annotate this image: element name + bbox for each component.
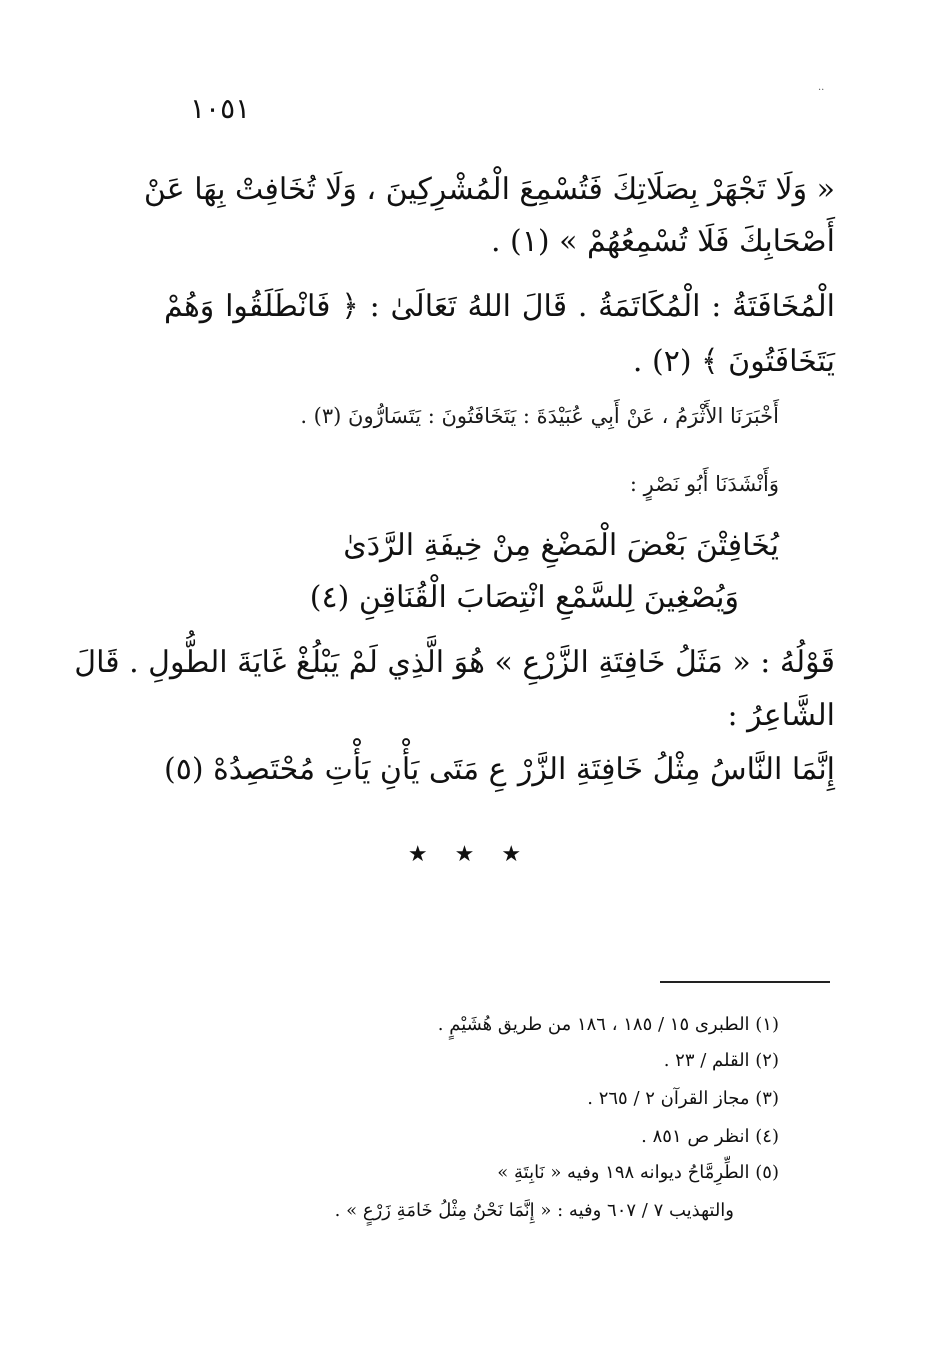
recitation-line: وَأَنْشَدَنَا أَبُو نَصْرٍ : <box>629 472 779 496</box>
corner-mark: .. <box>818 82 825 93</box>
verse-line-2: وَيُصْغِينَ لِلسَّمْعِ انْتِصَابَ الْقُنَاقِنِ (٤) <box>309 580 739 615</box>
footnote-5: (٥) الطِّرِمَّاحُ ديوانه ١٩٨ وفيه « نَابِتَةِ » <box>497 1162 779 1183</box>
text-line-6: الشَّاعِرُ : <box>727 698 835 733</box>
footnote-divider <box>660 981 830 983</box>
poem-hemistich-2: عِ مَتَى يَأْنِ يَأْتِ مُحْتَصِدُهْ (٥) <box>164 752 507 787</box>
footnote-5-continued: والتهذيب ٧ / ٦٠٧ وفيه : « إِنَّمَا نَحْنُ مِثْلُ خَامَةِ زَرْعٍ » . <box>334 1200 734 1221</box>
verse-line-1: يُخَافِتْنَ بَعْضَ الْمَضْغِ مِنْ خِيفَةِ الرَّدَىٰ <box>343 528 779 563</box>
text-line-1: « وَلَا تَجْهَرْ بِصَلَاتِكَ فَتُسْمِعَ الْمُشْرِكِينَ ، وَلَا تُخَافِتْ بِهَا عَنْ <box>143 172 835 207</box>
footnote-2: (٢) القلم / ٢٣ . <box>663 1050 779 1071</box>
section-separator: ★ ★ ★ <box>407 842 532 867</box>
text-line-4: يَتَخَافَتُونَ ﴾ (٢) . <box>632 344 835 379</box>
narration-line: أَخْبَرَنَا الأَثْرَمُ ، عَنْ أَبِي عُبَيْدَةَ : يَتَخَافَتُونَ : يَتَسَارُّونَ (٣) . <box>300 404 779 428</box>
footnote-3: (٣) مجاز القرآن ٢ / ٢٦٥ . <box>587 1088 779 1109</box>
text-line-5: قَوْلُهُ : « مَثَلُ خَافِتَةِ الزَّرْعِ » هُوَ الَّذِي لَمْ يَبْلُغْ غَايَةَ الطُّولِ . قَالَ <box>74 645 835 680</box>
page-number: ١٠٥١ <box>190 92 251 125</box>
footnote-1: (١) الطبرى ١٥ / ١٨٥ ، ١٨٦ من طريق هُشَيْمٍ . <box>437 1014 779 1035</box>
text-line-3: الْمُخَافَتَةُ : الْمُكَاتَمَةُ . قَالَ اللهُ تَعَالَىٰ : ﴿ فَانْطَلَقُوا وَهُمْ <box>164 289 835 324</box>
footnote-4: (٤) انظر ص ٨٥١ . <box>641 1126 779 1147</box>
poem-hemistich-1: إِنَّمَا النَّاسُ مِثْلُ خَافِتَةِ الزَّرْ <box>517 752 835 787</box>
text-line-2: أَصْحَابِكَ فَلَا تُسْمِعُهُمْ » (١) . <box>490 224 835 259</box>
